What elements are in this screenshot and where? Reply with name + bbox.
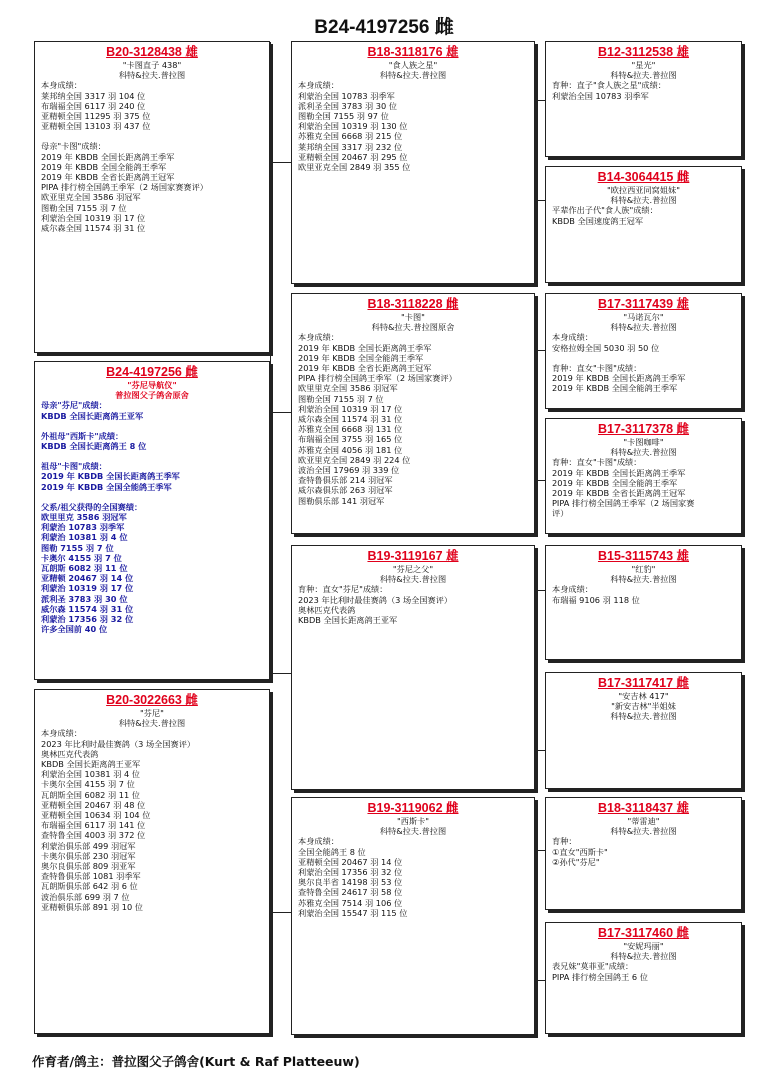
- result-line: [41, 451, 263, 461]
- ring-number: B24-4197256 雌: [106, 365, 198, 379]
- result-line: 亚精顿全国 11295 羽 375 位: [41, 111, 151, 122]
- result-line: 波治俱乐部 699 羽 7 位: [41, 891, 130, 902]
- sire-dam-card: [291, 293, 535, 534]
- result-line: 图勒俱乐部 141 羽冠军: [298, 495, 385, 506]
- results: [552, 205, 735, 225]
- result-line: 瓦朗斯 6082 羽 11 位: [41, 563, 128, 574]
- owner: 普拉图父子鸽舍原舍: [115, 390, 189, 401]
- pigeon-name: "安吉林 417": [618, 691, 669, 701]
- ring-number: B19-3119167 雄: [367, 549, 459, 563]
- ssd-card: [545, 166, 742, 283]
- results: [552, 584, 735, 604]
- result-line: 瓦朗斯俱乐部 642 羽 6 位: [41, 881, 138, 892]
- owner: 科特&拉夫.普拉图: [610, 574, 677, 585]
- result-line: 母亲"芬尼"成绩：: [41, 400, 107, 411]
- ring-number: B12-3112538 雄: [597, 45, 690, 59]
- result-line: PIPA 排行榜全国鸽王季军（2 场国家赛评）: [298, 373, 457, 384]
- pigeon-name: "安妮玛丽": [623, 941, 664, 951]
- owner: 科特&拉夫.普拉图: [610, 322, 677, 333]
- owner: 科特&拉夫.普拉图: [379, 574, 447, 585]
- result-line: 本身成绩：: [298, 836, 339, 847]
- sire-sire-card: [291, 41, 535, 284]
- result-line: 利蒙治全国 10783 羽季军: [298, 90, 395, 101]
- result-line: 本身成绩：: [552, 584, 593, 595]
- result-line: 欧里亚克全国 2849 羽 355 位: [298, 162, 411, 173]
- result-line: 查特鲁俱乐部 214 羽冠军: [298, 475, 393, 486]
- results: [552, 836, 735, 867]
- result-line: 亚精顿 20467 羽 14 位: [41, 573, 134, 584]
- result-line: 奥林匹克代表鸽: [41, 748, 99, 759]
- result-line: 本身成绩：: [41, 80, 82, 91]
- result-line: 利蒙治全国 10783 羽季军: [552, 90, 649, 101]
- result-line: 亚精顿全国 20467 羽 48 位: [41, 799, 146, 810]
- dsd-card: [545, 672, 742, 789]
- dds-card: [545, 797, 742, 910]
- result-line: 欧里里克全国 3586 羽冠军: [298, 383, 398, 394]
- result-line: 育种：直女"卡图"成绩：: [552, 362, 642, 373]
- result-line: [41, 492, 263, 502]
- owner: 科特&拉夫.普拉图: [610, 70, 677, 81]
- ring-number: B15-3115743 雄: [597, 549, 690, 563]
- pigeon-name: "红豹": [631, 564, 656, 574]
- dam-card: [34, 689, 270, 1034]
- result-line: 评）: [552, 508, 569, 519]
- result-line: 2019 年 KBDB 全国长距离鸽王季军: [552, 467, 686, 478]
- result-line: KBDB 全国速度鸽王冠军: [552, 215, 644, 226]
- results: [298, 80, 528, 172]
- pigeon-name: "卡图": [401, 312, 425, 322]
- result-line: 2019 年 KBDB 全国全能鸽王季军: [552, 383, 678, 394]
- dam-dam-card: [291, 797, 535, 1035]
- result-line: 2019 年 KBDB 全省长距离鸽王冠军: [298, 363, 432, 374]
- ring-number: B19-3119062 雌: [367, 801, 459, 815]
- results: [41, 80, 263, 233]
- owner: 科特&拉夫.普拉图: [610, 826, 677, 837]
- result-line: 育种：: [552, 836, 577, 847]
- result-line: 利蒙治全国 15547 羽 115 位: [298, 907, 408, 918]
- result-line: 派利圣全国 3783 羽 30 位: [298, 100, 397, 111]
- ring-number: B18-3118176 雄: [367, 45, 459, 59]
- result-line: 卡奥尔俱乐部 230 羽冠军: [41, 850, 136, 861]
- pigeon-name: "西斯卡": [396, 816, 430, 826]
- result-line: 2023 年比利时最佳赛鸽（3 场全国赛评）: [298, 594, 453, 605]
- ring-number: B17-3117460 雌: [597, 926, 690, 940]
- result-line: 欧里里克 3586 羽冠军: [41, 512, 127, 523]
- result-line: 莱邦纳全国 3317 羽 104 位: [41, 90, 146, 101]
- result-line: 利蒙治 10319 羽 17 位: [41, 583, 134, 594]
- pigeon-note: "新安吉林"半姐妹: [611, 701, 676, 712]
- result-line: 2019 年 KBDB 全国长距离鸽王季军: [41, 151, 175, 162]
- ring-number: B20-3022663 雌: [106, 693, 198, 707]
- result-line: 2019 年 KBDB 全国长距离鸽王季军: [552, 373, 686, 384]
- result-line: 威尔森全国 11574 羽 31 位: [41, 223, 146, 234]
- result-line: 苏雅克全国 6668 羽 215 位: [298, 131, 403, 142]
- ring-number: B17-3117439 雄: [597, 297, 690, 311]
- results: [298, 584, 528, 625]
- result-line: 育种：直女"卡图"成绩：: [552, 457, 642, 468]
- result-line: 图勒全国 7155 羽 7 位: [298, 393, 384, 404]
- result-line: 外祖母"西斯卡"成绩：: [41, 430, 124, 441]
- dam-sire-card: [291, 545, 535, 790]
- ring-number: B17-3117378 雌: [597, 422, 690, 436]
- result-line: 亚精顿全国 20467 羽 295 位: [298, 151, 408, 162]
- results: [552, 961, 735, 981]
- result-line: 卡奥尔 4155 羽 7 位: [41, 552, 122, 563]
- results: [552, 332, 735, 393]
- result-line: 查特鲁全国 4003 羽 372 位: [41, 830, 146, 841]
- sds-card: [545, 293, 742, 409]
- ring-number: B17-3117417 雌: [597, 676, 690, 690]
- ring-number: B20-3128438 雄: [106, 45, 198, 59]
- result-line: 苏雅克全国 4056 羽 181 位: [298, 444, 403, 455]
- result-line: 波治全国 17969 羽 339 位: [298, 465, 400, 476]
- result-line: 表兄妹"莫菲亚"成绩：: [552, 961, 634, 972]
- result-line: 本身成绩：: [298, 332, 339, 343]
- owner: 科特&拉夫.普拉图: [118, 70, 186, 81]
- sire-card: [34, 41, 270, 353]
- results: [298, 836, 528, 918]
- pigeon-name: "蒂雷迪": [627, 816, 660, 826]
- result-line: 布瑞福全国 6117 羽 141 位: [41, 820, 146, 831]
- pigeon-name: "欧拉西亚同窝姐妹": [606, 185, 681, 195]
- pigeon-name: "卡图咖啡": [623, 437, 664, 447]
- result-line: 奥林匹克代表鸽: [298, 604, 356, 615]
- result-line: 利蒙治全国 17356 羽 32 位: [298, 867, 403, 878]
- result-line: ①直女"西斯卡": [552, 846, 608, 857]
- sss-card: [545, 41, 742, 157]
- result-line: 亚精顿全国 13103 羽 437 位: [41, 121, 151, 132]
- pigeon-name: "芬尼之父": [392, 564, 434, 574]
- result-line: 2023 年比利时最佳赛鸽（3 场全国赛评）: [41, 738, 196, 749]
- result-line: 许多全国前 40 位: [41, 624, 108, 635]
- result-line: 布瑞福全国 6117 羽 240 位: [41, 100, 146, 111]
- results: [41, 400, 263, 634]
- ring-number: B18-3118228 雌: [367, 297, 459, 311]
- result-line: 平辈作出子代"食人族"成绩：: [552, 205, 658, 216]
- results: [552, 457, 735, 518]
- owner: 科特&拉夫.普拉图: [610, 951, 677, 962]
- result-line: 苏雅克全国 6668 羽 131 位: [298, 424, 403, 435]
- result-line: 亚精顿俱乐部 891 羽 10 位: [41, 901, 143, 912]
- result-line: 亚精顿全国 10634 羽 104 位: [41, 810, 151, 821]
- result-line: 卡奥尔全国 4155 羽 7 位: [41, 779, 135, 790]
- results: [41, 728, 263, 912]
- result-line: 2019 年 KBDB 全国全能鸽王季军: [552, 477, 678, 488]
- result-line: 奥尔良半省 14198 羽 53 位: [298, 877, 403, 888]
- result-line: PIPA 排行榜全国鸽王季军（2 场国家赛: [552, 498, 695, 509]
- result-line: PIPA 排行榜全国鸽王季军（2 场国家赛赛评）: [41, 182, 208, 193]
- result-line: 2019 年 KBDB 全国全能鸽王季军: [298, 352, 424, 363]
- result-line: [552, 353, 735, 363]
- ring-number: B14-3064415 雌: [597, 170, 690, 184]
- result-line: 母亲"卡图"成绩：: [41, 141, 106, 152]
- result-line: 威尔森全国 11574 羽 31 位: [298, 414, 403, 425]
- result-line: 威尔森 11574 羽 31 位: [41, 603, 134, 614]
- result-line: 图勒全国 7155 羽 7 位: [41, 202, 127, 213]
- result-line: 2019 年 KBDB 全国全能鸽王季军: [41, 161, 167, 172]
- result-line: 布瑞福全国 3755 羽 165 位: [298, 434, 403, 445]
- page-title: B24-4197256 雌: [314, 17, 454, 38]
- result-line: [41, 131, 263, 141]
- dss-card: [545, 545, 742, 660]
- pigeon-name: "星光": [631, 60, 656, 70]
- result-line: 本身成绩：: [298, 80, 339, 91]
- result-line: 2019 年 KBDB 全国长距离鸽王季军: [41, 471, 180, 482]
- owner: 科特&拉夫.普拉图: [379, 826, 447, 837]
- owner: 科特&拉夫.普拉图: [118, 718, 186, 729]
- result-line: 2019 年 KBDB 全省长距离鸽王冠军: [552, 488, 686, 499]
- result-line: 派利圣 3783 羽 30 位: [41, 593, 128, 604]
- result-line: KBDB 全国长距离鸽王亚军: [41, 759, 141, 770]
- results: [298, 332, 528, 505]
- pigeon-name: "卡图直子 438": [122, 60, 182, 70]
- sdd-card: [545, 418, 742, 534]
- result-line: 育种：直女"芬尼"成绩：: [298, 584, 388, 595]
- result-line: 奥尔良俱乐部 809 羽亚军: [41, 861, 136, 872]
- pigeon-name: "马诺瓦尔": [623, 312, 664, 322]
- result-line: 威尔森俱乐部 263 羽冠军: [298, 485, 393, 496]
- result-line: 利蒙治 10381 羽 4 位: [41, 532, 128, 543]
- result-line: 苏雅克全国 7514 羽 106 位: [298, 897, 403, 908]
- result-line: KBDB 全国长距离鸽王 8 位: [41, 441, 147, 452]
- result-line: 利蒙治全国 10319 羽 130 位: [298, 121, 408, 132]
- result-line: 全国全能鸽王 8 位: [298, 846, 366, 857]
- owner: 科特&拉夫.普拉图原舍: [371, 322, 455, 333]
- result-line: 查特鲁全国 24617 羽 58 位: [298, 887, 403, 898]
- result-line: [41, 421, 263, 431]
- result-line: 利蒙治俱乐部 499 羽冠军: [41, 840, 136, 851]
- result-line: 本身成绩：: [552, 332, 593, 343]
- result-line: 欧亚里克全国 3586 羽冠军: [41, 192, 141, 203]
- result-line: 父系/祖父获得的全国赛绩：: [41, 501, 143, 512]
- result-line: 亚精顿全国 20467 羽 14 位: [298, 856, 403, 867]
- result-line: 查特鲁俱乐部 1081 羽季军: [41, 871, 141, 882]
- result-line: 2019 年 KBDB 全省长距离鸽王冠军: [41, 172, 175, 183]
- result-line: 安格拉姆全国 5030 羽 50 位: [552, 342, 660, 353]
- ddd-card: [545, 922, 742, 1034]
- owner: 科特&拉夫.普拉图: [610, 711, 677, 722]
- pigeon-name: "芬尼导航仪": [127, 380, 177, 390]
- owner: 科特&拉夫.普拉图: [610, 447, 677, 458]
- pigeon-name: "食人族之星": [388, 60, 438, 70]
- subject-card: [34, 361, 270, 680]
- result-line: 欧亚里克全国 2849 羽 224 位: [298, 454, 411, 465]
- result-line: 利蒙治 17356 羽 32 位: [41, 614, 134, 625]
- result-line: ②孙代"芬尼": [552, 856, 600, 867]
- result-line: KBDB 全国长距离鸽王亚军: [41, 410, 144, 421]
- result-line: 育种：直子"食人族之星"成绩：: [552, 80, 666, 91]
- ring-number: B18-3118437 雄: [597, 801, 690, 815]
- result-line: 图勒 7155 羽 7 位: [41, 542, 114, 553]
- result-line: 利蒙治全国 10319 羽 17 位: [298, 403, 403, 414]
- result-line: PIPA 排行榜全国鸽王 6 位: [552, 971, 648, 982]
- result-line: 2019 年 KBDB 全国长距离鸽王季军: [298, 342, 432, 353]
- result-line: 利蒙治 10783 羽季军: [41, 522, 125, 533]
- result-line: 瓦朗斯全国 6082 羽 11 位: [41, 789, 140, 800]
- pigeon-name: "芬尼": [140, 708, 164, 718]
- result-line: KBDB 全国长距离鸽王亚军: [298, 615, 398, 626]
- result-line: 布瑞福 9106 羽 118 位: [552, 594, 640, 605]
- result-line: 利蒙治全国 10381 羽 4 位: [41, 769, 140, 780]
- owner: 科特&拉夫.普拉图: [610, 195, 677, 206]
- result-line: 图勒全国 7155 羽 97 位: [298, 111, 389, 122]
- result-line: 2019 年 KBDB 全国全能鸽王季军: [41, 481, 172, 492]
- breeder-footer: 作育者/鸽主：普拉图父子鸽舍(Kurt & Raf Platteeuw): [32, 1054, 360, 1069]
- owner: 科特&拉夫.普拉图: [379, 70, 447, 81]
- result-line: 本身成绩：: [41, 728, 82, 739]
- result-line: 莱邦纳全国 3317 羽 232 位: [298, 141, 403, 152]
- result-line: 祖母"卡图"成绩：: [41, 461, 107, 472]
- results: [552, 80, 735, 100]
- result-line: 利蒙治全国 10319 羽 17 位: [41, 212, 146, 223]
